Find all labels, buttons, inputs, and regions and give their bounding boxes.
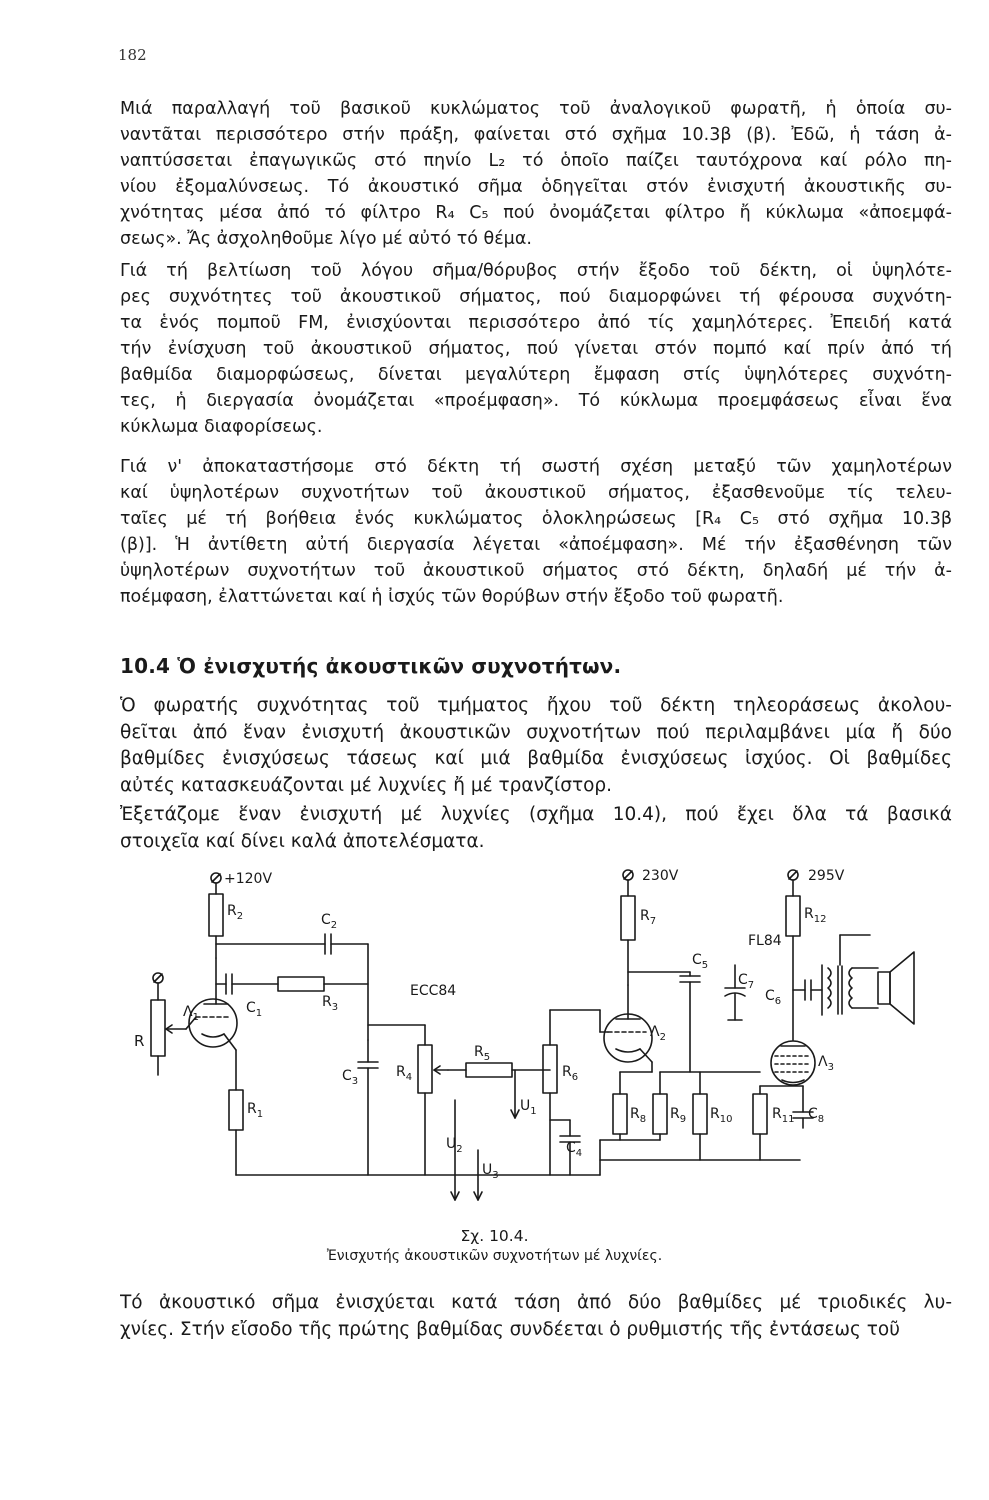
label-120v: +120V — [224, 871, 273, 887]
text-line: ρες συχνότητες τοῦ ἀκουστικοῦ σήματος, πού διαμορφώνει τή φέρουσα συχνότη- — [120, 287, 952, 307]
text-line: (β)]. Ἡ ἀντίθετη αὐτή διεργασία λέγεται «ἀποέμφαση». Μέ τήν ἐξασθένηση τῶν — [120, 535, 952, 555]
paragraph-6 — [120, 1290, 952, 1343]
label-c8: $C_8$ — [808, 1106, 825, 1125]
text-line: τες, ἡ διεργασία ὀνομάζεται «προέμφαση». Τό κύκλωμα προεμφάσεως εἶναι ἕνα — [120, 391, 952, 411]
resistor-r3 — [278, 977, 368, 1013]
paragraph-4 — [120, 693, 952, 799]
text-line: σεως». Ἄς ἀσχοληθοῦμε λίγο μέ αὐτό τό θέμα. — [120, 229, 532, 249]
page-number: 182 — [118, 46, 147, 64]
supply-terminal-230v — [623, 868, 679, 896]
text-line: βαθμίδα διαμορφώσεως, δίνεται μεγαλύτερη ἔμφαση στίς ὑψηλότερες συχνότη- — [120, 365, 952, 385]
label-fl84: FL84 — [748, 933, 782, 949]
resistor-r — [134, 1000, 186, 1075]
label-lambda1: $\Lambda_1$ — [183, 1004, 199, 1023]
label-c7: $C_7$ — [738, 972, 755, 991]
label-r8: $R_8$ — [630, 1106, 647, 1125]
circuit-figure — [120, 855, 950, 1225]
text-line: νίου ἐξομαλύνσεως. Τό ἀκουστικό σῆμα ὁδηγεῖται στόν ἐνισχυτή ἀκουστικῆς συ- — [120, 177, 952, 197]
text-line: στοιχεῖα καί δίνει καλά ἀποτελέσματα. — [120, 830, 485, 852]
text-line: Γιά τή βελτίωση τοῦ λόγου σῆμα/θόρυβος στήν ἔξοδο τοῦ δέκτη, οἱ ὑψηλότε- — [120, 261, 952, 281]
text-line: τήν ἐνίσχυση τοῦ ἀκουστικοῦ σήματος, πού γίνεται στόν πομπό καί πρίν ἀπό τή — [120, 339, 952, 359]
label-230v: 230V — [642, 868, 679, 884]
label-r7: $R_7$ — [640, 908, 657, 927]
section-heading: 10.4 Ὁ ἐνισχυτής ἀκουστικῶν συχνοτήτων. — [120, 654, 622, 678]
resistor-r8 — [613, 1062, 652, 1140]
supply-terminal-295v — [788, 868, 845, 896]
paragraph-5 — [120, 802, 952, 855]
capacitor-c5 — [628, 952, 708, 1072]
resistor-r1 — [229, 1050, 263, 1175]
label-r12: $R_{12}$ — [804, 906, 827, 925]
text-line: χνίες. Στήν εἴσοδο τῆς πρώτης βαθμίδας συνδέεται ὁ ρυθμιστής τῆς ἐντάσεως τοῦ — [120, 1318, 900, 1340]
figure-caption-subtitle: Ἐνισχυτής ἀκουστικῶν συχνοτήτων μέ λυχνίες. — [326, 1248, 663, 1264]
circuit-schematic — [120, 855, 950, 1225]
text-line: Μιά παραλλαγή τοῦ βασικοῦ κυκλώματος τοῦ ἀναλογικοῦ φωρατῆ, ἡ ὁποία συ- — [120, 99, 952, 119]
tube-lambda3 — [771, 1041, 834, 1085]
input-terminal — [153, 973, 163, 1000]
text-line: χνότητας μέσα ἀπό τό φίλτρο R₄ C₅ πού ὀνομάζεται φίλτρο ἤ κύκλωμα «ἀποεμφά- — [120, 203, 952, 223]
resistor-r12 — [786, 896, 826, 1040]
label-r5: $R_5$ — [474, 1044, 491, 1063]
loudspeaker-icon — [878, 952, 914, 1024]
label-r: R — [134, 1032, 145, 1050]
label-c2: $C_2$ — [321, 912, 338, 931]
resistor-r4 — [396, 1025, 448, 1175]
text-line: αὐτές κατασκευάζονται μέ λυχνίες ἤ μέ τρανζίστορ. — [120, 774, 613, 796]
capacitor-c2 — [216, 912, 368, 1040]
text-line: ναντᾶται περισσότερο στήν πράξη, φαίνεται στό σχῆμα 10.3β (β). Ἐδῶ, ἡ τάση ἀ- — [120, 125, 952, 145]
voltage-u2 — [446, 1100, 463, 1200]
label-lambda2: $\Lambda_2$ — [650, 1024, 666, 1043]
paragraph-1 — [120, 96, 952, 252]
text-line: Τό ἀκουστικό σῆμα ἐνισχύεται κατά τάση ἀπό δύο βαθμίδες μέ τριοδικές λυ- — [120, 1292, 952, 1313]
voltage-u1 — [511, 1070, 537, 1118]
label-r1: $R_1$ — [247, 1101, 264, 1120]
label-c4: $C_4$ — [566, 1140, 583, 1159]
text-line: καί ὑψηλοτέρων συχνοτήτων τοῦ ἀκουστικοῦ σήματος, ἐξασθενοῦμε τίς τελευ- — [120, 483, 952, 503]
capacitor-c1 — [216, 974, 278, 1019]
resistor-r5 — [448, 1044, 550, 1077]
label-lambda3: $\Lambda_3$ — [818, 1054, 834, 1073]
label-r4: $R_4$ — [396, 1064, 413, 1083]
text-line: ταῖες μέ τή βοήθεια ἑνός κυκλώματος ὁλοκληρώσεως [R₄ C₅ στό σχῆμα 10.3β — [120, 509, 952, 529]
text-line: Ὁ φωρατής συχνότητας τοῦ τμήματος ἤχου τοῦ δέκτη τηλεοράσεως ἀκολου- — [120, 695, 952, 716]
label-c1: $C_1$ — [246, 1000, 263, 1019]
label-c6: $C_6$ — [765, 988, 782, 1007]
paragraph-2 — [120, 258, 952, 440]
label-ecc84: ECC84 — [410, 983, 457, 999]
text-line: Ἐξετάζομε ἕναν ἐνισχυτή μέ λυχνίες (σχῆμα 10.4), πού ἔχει ὅλα τά βασικά — [120, 804, 952, 825]
text-line: τα ἑνός πομποῦ FM, ἐνισχύονται περισσότερο ἀπό τίς χαμηλότερες. Ἐπειδή κατά — [120, 313, 952, 333]
resistor-r2 — [209, 894, 243, 958]
text-line: θεῖται ἀπό ἕναν ἐνισχυτή ἀκουστικῶν συχνοτήτων πού περιλαμβάνει μία ἤ δύο — [120, 721, 952, 743]
text-line: βαθμίδες ἐνισχύσεως τάσεως καί μιά βαθμίδα ἐνισχύσεως ἰσχύος. Οἱ βαθμίδες — [120, 748, 952, 769]
figure-caption-title: Σχ. 10.4. — [460, 1227, 529, 1245]
label-r10: $R_{10}$ — [710, 1106, 733, 1125]
label-r9: $R_9$ — [670, 1106, 687, 1125]
capacitor-c7 — [725, 965, 754, 1020]
label-u2: $U_2$ — [446, 1136, 463, 1155]
capacitor-c3 — [342, 1025, 425, 1175]
resistor-r10 — [693, 1072, 732, 1160]
paragraph-3 — [120, 454, 952, 610]
label-r2: $R_2$ — [227, 903, 244, 922]
label-r6: $R_6$ — [562, 1064, 579, 1083]
supply-terminal-120v — [211, 871, 272, 894]
resistor-r11 — [753, 1086, 794, 1160]
output-transformer — [822, 965, 878, 1015]
text-line: κύκλωμα διαφορίσεως. — [120, 417, 323, 437]
text-line: ναπτύσσεται ἐπαγωγικῶς στό πηνίο L₂ τό ὁποῖο παίζει ταυτόχρονα καί ρόλο πη- — [120, 151, 952, 171]
label-u1: $U_1$ — [520, 1098, 537, 1117]
label-c5: $C_5$ — [692, 952, 709, 971]
tube-lambda2 — [604, 985, 666, 1062]
label-r3: $R_3$ — [322, 994, 339, 1013]
label-295v: 295V — [808, 868, 845, 884]
label-c3: $C_3$ — [342, 1068, 359, 1087]
text-line: ὑψηλοτέρων συχνοτήτων τοῦ ἀκουστικοῦ σήματος στό δέκτη, δηλαδή μέ τήν ἀ- — [120, 561, 952, 581]
text-line: Γιά ν' ἀποκαταστήσομε στό δέκτη τή σωστή σχέση μεταξύ τῶν χαμηλοτέρων — [120, 457, 952, 477]
tube-lambda1 — [183, 958, 237, 1050]
text-line: ποέμφαση, ἐλαττώνεται καί ἡ ἰσχύς τῶν θορύβων στήν ἔξοδο τοῦ φωρατῆ. — [120, 587, 784, 607]
label-r11: $R_{11}$ — [772, 1106, 795, 1125]
capacitor-c4 — [550, 1120, 582, 1175]
label-u3: $U_3$ — [482, 1162, 499, 1181]
